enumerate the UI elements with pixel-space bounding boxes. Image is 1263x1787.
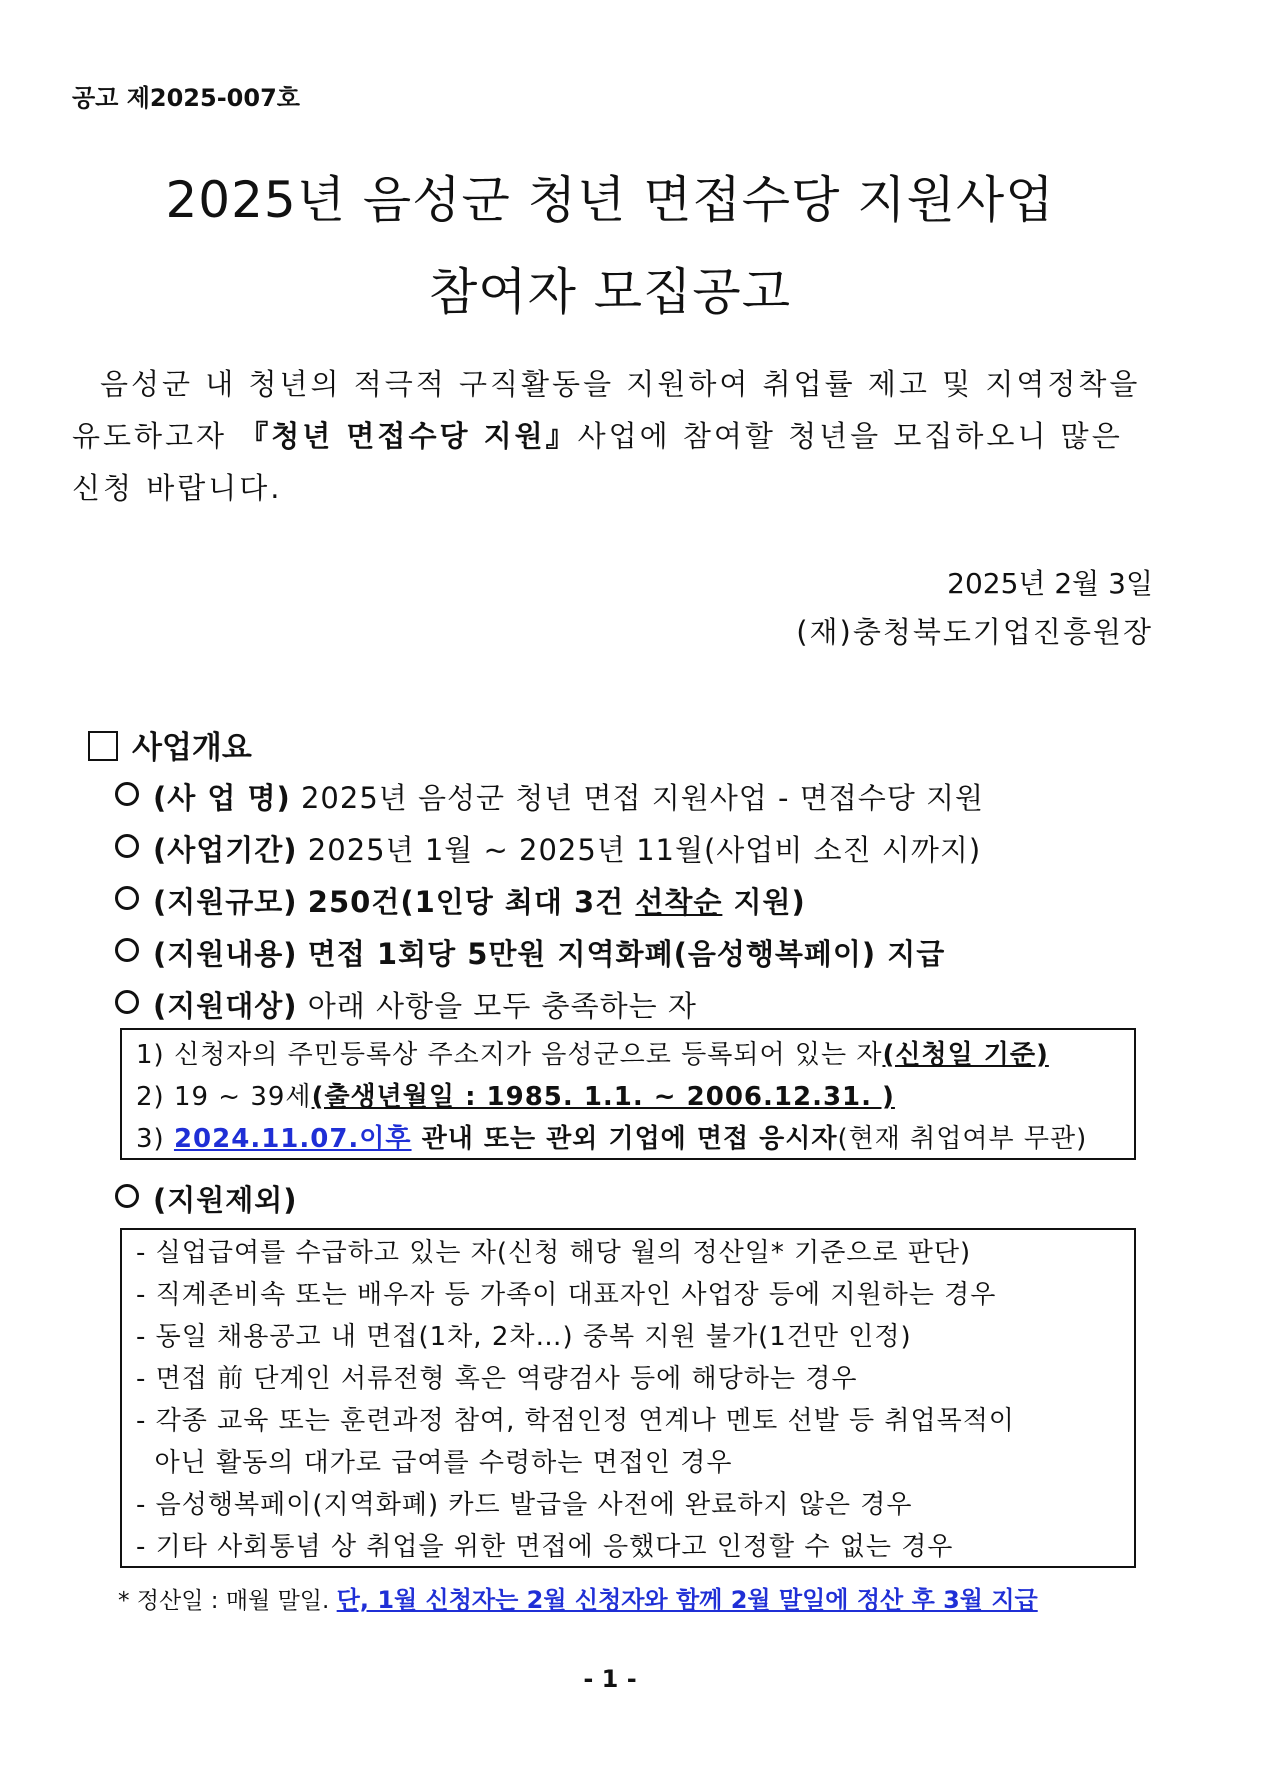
title-line-1: 2025년 음성군 청년 면접수당 지원사업 [165, 171, 1055, 229]
item-business-period: (사업기간) 2025년 1월 ~ 2025년 11월(사업비 소진 시까지) [115, 828, 981, 869]
item-exclusions: (지원제외) [115, 1178, 298, 1219]
circle-bullet-icon [115, 834, 139, 858]
page-number: - 1 - [583, 1665, 637, 1693]
item-support-scale: (지원규모) 250건(1인당 최대 3건 선착순 지원) [115, 880, 806, 921]
item-support-content: (지원내용) 면접 1회당 5만원 지역화폐(음성행복페이) 지급 [115, 932, 945, 973]
target-criterion-2: 2) 19 ~ 39세(출생년월일 : 1985. 1.1. ~ 2006.12.31. ) [136, 1082, 895, 1112]
title-line-2: 참여자 모집공고 [429, 263, 791, 321]
circle-bullet-icon [115, 886, 139, 910]
checkbox-square-icon [88, 731, 118, 761]
exclusion-item: - 각종 교육 또는 훈련과정 참여, 학점인정 연계나 멘토 선발 등 취업목적이 [136, 1406, 1015, 1436]
target-criterion-1: 1) 신청자의 주민등록상 주소지가 음성군으로 등록되어 있는 자(신청일 기준) [136, 1040, 1049, 1070]
notice-date: 2025년 2월 3일 [947, 567, 1153, 600]
exclusion-item: - 음성행복페이(지역화폐) 카드 발급을 사전에 완료하지 않은 경우 [136, 1490, 913, 1520]
target-criteria-box [120, 1028, 1136, 1160]
item-business-name: (사 업 명) 2025년 음성군 청년 면접 지원사업 - 면접수당 지원 [115, 776, 984, 817]
item-support-target: (지원대상) 아래 사항을 모두 충족하는 자 [115, 984, 697, 1025]
section-heading: 사업개요 [88, 722, 252, 767]
target-criterion-3: 3) 2024.11.07.이후 관내 또는 관외 기업에 면접 응시자(현재 취업여부 무관) [136, 1124, 1088, 1154]
exclusion-item: - 기타 사회통념 상 취업을 위한 면접에 응했다고 인정할 수 없는 경우 [136, 1532, 954, 1562]
intro-line-2: 유도하고자 『청년 면접수당 지원』사업에 참여할 청년을 모집하오니 많은 [72, 419, 1123, 453]
program-name: 『청년 면접수당 지원』 [239, 419, 578, 453]
intro-line-3: 신청 바랍니다. [72, 471, 283, 505]
circle-bullet-icon [115, 990, 139, 1014]
exclusion-item: - 면접 前 단계인 서류전형 혹은 역량검사 등에 해당하는 경우 [136, 1364, 858, 1394]
exclusion-box [120, 1228, 1136, 1568]
exclusion-item: - 동일 채용공고 내 면접(1차, 2차…) 중복 지원 불가(1건만 인정) [136, 1322, 912, 1352]
exclusion-item: - 실업급여를 수급하고 있는 자(신청 해당 월의 정산일* 기준으로 판단) [136, 1238, 972, 1268]
circle-bullet-icon [115, 782, 139, 806]
organization: (재)충청북도기업진흥원장 [796, 615, 1153, 649]
exclusion-item: 아닌 활동의 대가로 급여를 수령하는 면접인 경우 [136, 1448, 733, 1478]
circle-bullet-icon [115, 938, 139, 962]
exclusion-item: - 직계존비속 또는 배우자 등 가족이 대표자인 사업장 등에 지원하는 경우 [136, 1280, 997, 1310]
intro-line-1: 음성군 내 청년의 적극적 구직활동을 지원하여 취업률 제고 및 지역정착을 [100, 367, 1141, 401]
circle-bullet-icon [115, 1184, 139, 1208]
settlement-footnote: * 정산일 : 매월 말일. 단, 1월 신청자는 2월 신청자와 함께 2월 말일에 정산 후 3월 지급 [118, 1586, 1038, 1614]
notice-number: 공고 제2025-007호 [72, 84, 300, 112]
